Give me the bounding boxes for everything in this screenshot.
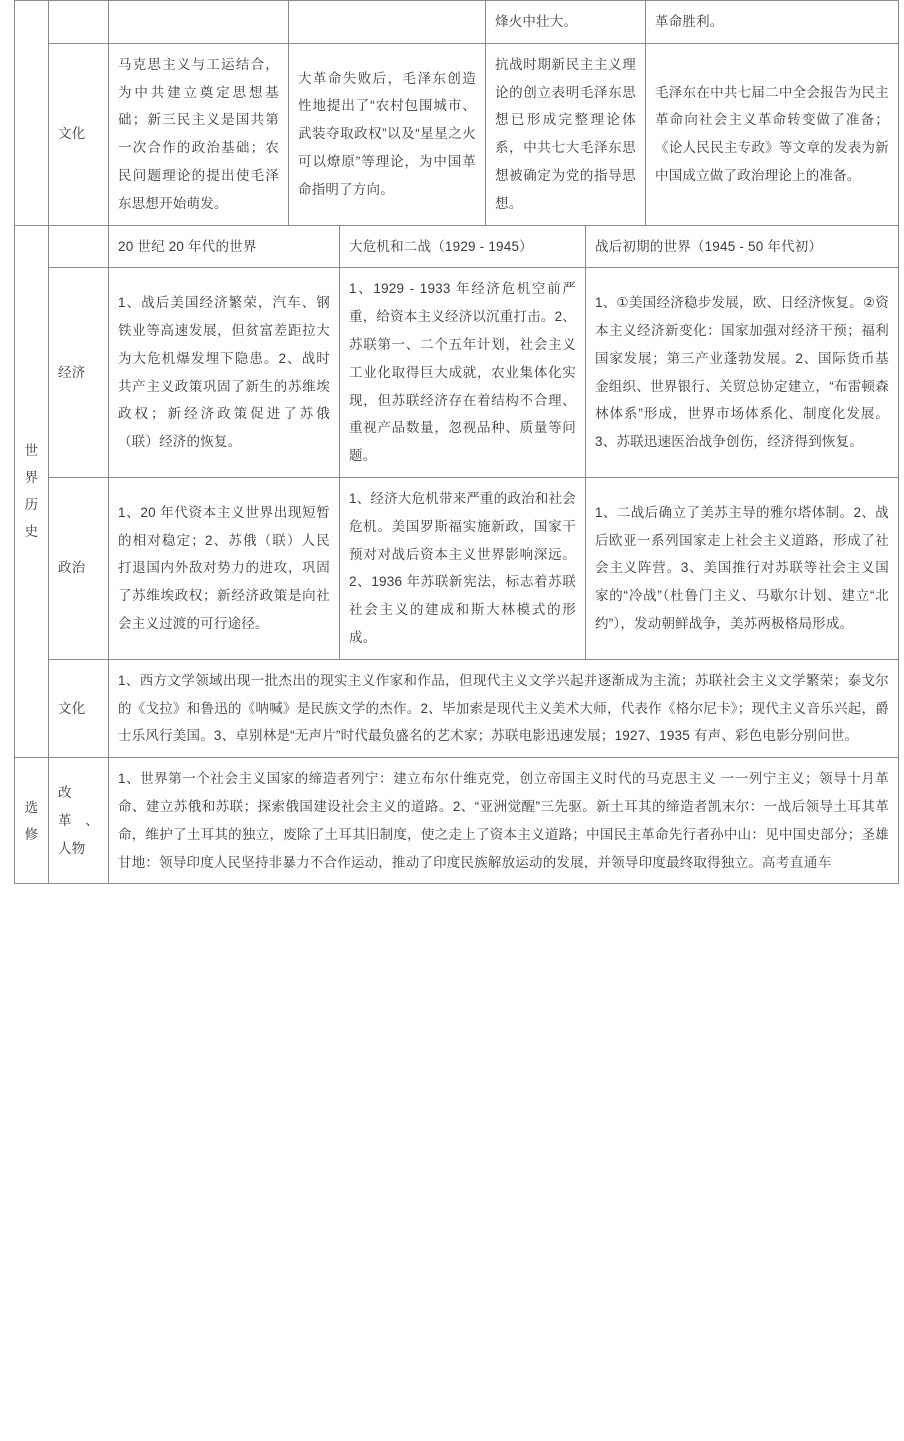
economy-cell-3: 1、①美国经济稳步发展，欧、日经济恢复。②资本主义经济新变化：国家加强对经济干预；福利国家发展；第三产业蓬勃发展。2、国际货币基金组织、世界银行、关贸总协定建立，“布雷顿森林体系”形成，世界市场体系化、制度化发展。3、苏联迅速医治战争创伤，经济得到恢复。	[586, 268, 899, 478]
politics-cell-1: 1、20 年代资本主义世界出现短暂的相对稳定；2、苏俄（联）人民打退国内外敌对势力的进攻，巩固了苏维埃政权；新经济政策是向社会主义过渡的可行途径。	[109, 477, 340, 659]
culture-china-cell-3: 抗战时期新民主主义理论的创立表明毛泽东思想已形成完整理论体系，中共七大毛泽东思想被确定为党的指导思想。	[486, 43, 646, 225]
politics-cell-2: 1、经济大危机带来严重的政治和社会危机。美国罗斯福实施新政，国家干预对对战后资本主义世界影响深远。2、1936 年苏联新宪法，标志着苏联社会主义的建成和斯大林模式的形成。	[340, 477, 586, 659]
section-label-elective	[15, 758, 49, 884]
section-label-world-history-text: 世界历史	[24, 443, 39, 540]
table-row-politics	[15, 477, 899, 659]
table-row-culture-china	[15, 43, 899, 225]
category-culture-china: 文化	[49, 43, 109, 225]
section-label-world-history	[15, 225, 49, 758]
period-header-1: 20 世纪 20 年代的世界	[109, 225, 340, 268]
period-header-3: 战后初期的世界（1945 - 50 年代初）	[586, 225, 899, 268]
category-reform-figures: 改革、人物	[49, 758, 109, 884]
table-row-culture-world	[15, 659, 899, 757]
watermark-label: 高考直通车	[761, 854, 832, 870]
table-row-economy	[15, 268, 899, 478]
culture-world-cell: 1、西方文学领域出现一批杰出的现实主义作家和作品，但现代主义文学兴起并逐渐成为主流；苏联社会主义文学繁荣；泰戈尔的《戈拉》和鲁迅的《呐喊》是民族文学的杰作。2、毕加索是现代主义美术大师，代表作《格尔尼卡》；现代主义音乐兴起，爵士乐风行美国。3、卓别林是“无声片”时代最负盛名的艺术家；苏联电影迅速发展；1927、1935 有声、彩色电影分别问世。	[109, 659, 899, 757]
culture-china-cell-1: 马克思主义与工运结合，为中共建立奠定思想基础；新三民主义是国共第一次合作的政治基础；农民问题理论的提出使毛泽东思想开始萌发。	[109, 43, 289, 225]
category-culture-world: 文化	[49, 659, 109, 757]
history-review-table	[14, 0, 899, 226]
elective-text: 1、世界第一个社会主义国家的缔造者列宁：建立布尔什维克党，创立帝国主义时代的马克思主义 一一列宁主义；领导十月革命、建立苏俄和苏联；探索俄国建设社会主义的道路。2、“亚洲觉醒”三先驱。新土耳其的缔造者凯末尔：一战后领导土耳其革命，维护了土耳其的独立，废除了土耳其旧制度，使之走上了资本主义道路；中国民主革命先行者孙中山：见中国史部分；圣雄甘地：领导印度人民坚持非暴力不合作运动，推动了印度民族解放运动的发展，并领导印度最终取得独立。	[118, 771, 889, 870]
world-history-table	[14, 225, 899, 885]
economy-cell-2: 1、1929 - 1933 年经济危机空前严重，给资本主义经济以沉重打击。2、苏联第一、二个五年计划，社会主义工业化取得巨大成就，农业集体化实现，但苏联经济存在着结构不合理、重视产品数量，忽视品种、质量等问题。	[340, 268, 586, 478]
partial-cell-3: 烽火中壮大。	[486, 1, 646, 44]
economy-cell-1: 1、战后美国经济繁荣，汽车、钢铁业等高速发展，但贫富差距拉大为大危机爆发埋下隐患。2、战时共产主义政策巩固了新生的苏维埃政权；新经济政策促进了苏俄（联）经济的恢复。	[109, 268, 340, 478]
partial-cell-2	[289, 1, 486, 44]
culture-china-cell-2: 大革命失败后，毛泽东创造性地提出了“农村包围城市、武装夺取政权”以及“星星之火可以燎原”等理论，为中国革命指明了方向。	[289, 43, 486, 225]
section-label-empty	[15, 1, 49, 226]
elective-cell	[109, 758, 899, 884]
category-politics: 政治	[49, 477, 109, 659]
table-row-elective	[15, 758, 899, 884]
category-empty	[49, 1, 109, 44]
category-header-empty	[49, 225, 109, 268]
table-row-period-headers	[15, 225, 899, 268]
period-header-2: 大危机和二战（1929 - 1945）	[340, 225, 586, 268]
partial-cell-4: 革命胜利。	[646, 1, 899, 44]
partial-cell-1	[109, 1, 289, 44]
category-economy: 经济	[49, 268, 109, 478]
culture-china-cell-4: 毛泽东在中共七届二中全会报告为民主革命向社会主义革命转变做了准备；《论人民民主专政》等文章的发表为新中国成立做了政治理论上的准备。	[646, 43, 899, 225]
politics-cell-3: 1、二战后确立了美苏主导的雅尔塔体制。2、战后欧亚一系列国家走上社会主义道路，形成了社会主义阵营。3、美国推行对苏联等社会主义国家的“冷战”（杜鲁门主义、马歇尔计划、建立“北约”），发动朝鲜战争，美苏两极格局形成。	[586, 477, 899, 659]
section-label-elective-text: 选修	[24, 799, 39, 842]
table-row-partial-top	[15, 1, 899, 44]
